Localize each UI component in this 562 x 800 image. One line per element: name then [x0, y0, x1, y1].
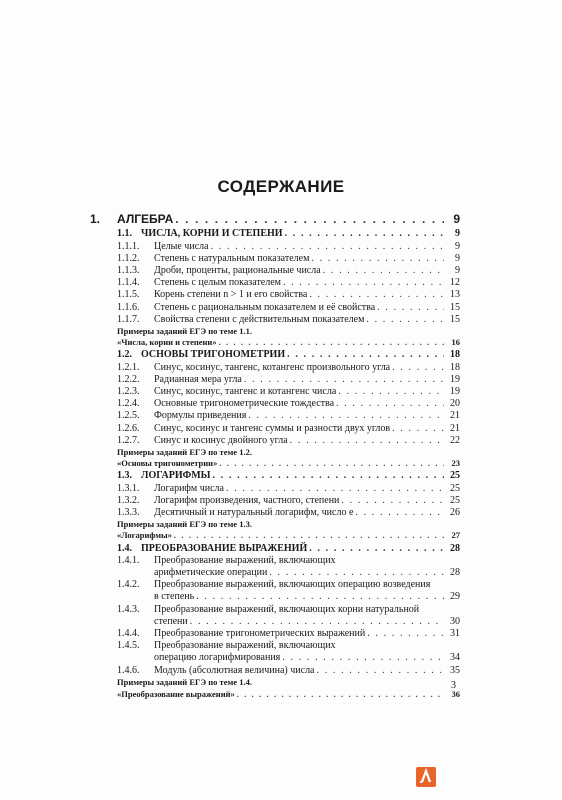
toc-entry-page: 21: [450, 410, 460, 422]
dot-leader: [367, 628, 444, 639]
dot-leader: [392, 423, 444, 434]
toc-entry-title: Дроби, проценты, рациональные числа: [154, 264, 321, 276]
dot-leader: [211, 241, 444, 252]
toc-entry-title: Преобразование выражений, включающих операцию возведения: [154, 579, 431, 591]
dot-leader: [237, 689, 444, 700]
toc-entry-number: 1.2.1.: [117, 361, 140, 373]
toc-entry: [90, 519, 460, 530]
toc-entry-page: 13: [450, 289, 460, 301]
toc-entry-title: Примеры заданий ЕГЭ по теме 1.2.: [117, 446, 252, 457]
toc-entry-number: 1.1.3.: [117, 264, 140, 276]
toc-entry-number: 1.4.1.: [117, 554, 140, 566]
toc-entry-page: 22: [450, 434, 460, 446]
toc-entry-page: 27: [451, 530, 460, 541]
toc-entry-title: Преобразование выражений, включающих: [154, 554, 336, 566]
toc-entry-title: Преобразование выражений, включающих корни натуральной: [154, 603, 420, 615]
toc-entry-page: 9: [453, 212, 460, 226]
dot-leader: [226, 483, 444, 494]
toc-entry-page: 20: [450, 398, 460, 410]
toc-entry-title: Синус и косинус двойного угла: [154, 434, 288, 446]
toc-entry-page: 19: [450, 385, 460, 397]
page-title: СОДЕРЖАНИЕ: [217, 177, 345, 196]
toc-entry-title: Формулы приведения: [154, 410, 247, 422]
toc-entry: [90, 289, 460, 300]
toc-entry-number: 1.4.: [117, 542, 132, 554]
toc-entry-title: Основные тригонометрические тождества: [154, 398, 335, 410]
toc-entry-number: 1.3.: [117, 470, 132, 482]
toc-entry-number: 1.2.2.: [117, 373, 140, 385]
toc-entry-number: 1.2.6.: [117, 422, 140, 434]
toc-entry-title: операцию логарифмирования: [154, 652, 281, 664]
toc-entry: [90, 555, 460, 566]
toc-entry-page: 9: [455, 252, 460, 264]
dot-leader: [287, 349, 444, 360]
dot-leader: [212, 470, 444, 481]
toc-entry-title: «Логарифмы»: [117, 530, 172, 541]
toc-entry-title: Десятичный и натуральный логарифм, число e: [154, 506, 354, 518]
toc-entry: [90, 530, 460, 541]
toc-entry-title: «Преобразование выражений»: [117, 688, 235, 699]
toc-entry-page: 25: [450, 470, 460, 482]
toc-entry-number: 1.1.4.: [117, 277, 140, 289]
toc-entry: [90, 326, 460, 337]
toc-entry-page: 9: [455, 227, 460, 239]
toc-entry-title: Степень с рациональным показателем и её свойства: [154, 301, 376, 313]
toc-entry-page: 15: [450, 301, 460, 313]
toc-entry-title: ПРЕОБРАЗОВАНИЕ ВЫРАЖЕНИЙ: [141, 542, 308, 554]
page-number: 3: [451, 680, 456, 691]
toc-entry-page: 18: [450, 361, 460, 373]
toc-entry: [90, 253, 460, 264]
toc-entry-title: «Основы тригонометрии»: [117, 458, 218, 469]
toc-entry-title: Модуль (абсолютная величина) числа: [154, 664, 315, 676]
dot-leader: [190, 616, 444, 627]
dot-leader: [309, 289, 444, 300]
toc-entry: [90, 591, 460, 602]
toc-entry-page: 18: [450, 349, 460, 361]
toc-entry-number: 1.1.6.: [117, 301, 140, 313]
toc-entry: [90, 458, 460, 469]
dot-leader: [219, 337, 444, 348]
toc-entry-title: Преобразование тригонометрических выражений: [154, 627, 366, 639]
dot-leader: [392, 362, 444, 373]
toc-entry-page: 12: [450, 277, 460, 289]
dot-leader: [282, 652, 444, 663]
toc-entry-number: 1.3.1.: [117, 482, 140, 494]
dot-leader: [219, 458, 444, 469]
toc-entry-title: Синус, косинус, тангенс и котангенс числа: [154, 385, 337, 397]
toc-entry-page: 31: [450, 627, 460, 639]
toc-entry-number: 1.: [90, 212, 101, 226]
toc-entry-number: 1.4.3.: [117, 603, 140, 615]
toc-entry-number: 1.2.3.: [117, 385, 140, 397]
dot-leader: [311, 253, 444, 264]
toc-entry: [90, 616, 460, 627]
dot-leader: [338, 386, 444, 397]
toc-entry: [90, 398, 460, 409]
toc-entry: [90, 579, 460, 590]
dot-leader: [309, 543, 444, 554]
toc-entry-page: 9: [455, 264, 460, 276]
toc-entry-page: 19: [450, 373, 460, 385]
toc-entry-page: 25: [450, 494, 460, 506]
toc-entry-number: 1.3.3.: [117, 506, 140, 518]
dot-leader: [285, 228, 444, 239]
dot-leader: [244, 374, 444, 385]
toc-entry: [90, 507, 460, 518]
toc-entry: [90, 665, 460, 676]
toc-entry: [90, 265, 460, 276]
dot-leader: [366, 314, 444, 325]
toc-entry: [90, 362, 460, 373]
toc-entry-number: 1.1.2.: [117, 252, 140, 264]
toc-entry-number: 1.3.2.: [117, 494, 140, 506]
dot-leader: [377, 302, 444, 313]
toc-entry: [90, 241, 460, 252]
toc-entry-page: 21: [450, 422, 460, 434]
dot-leader: [174, 530, 444, 541]
toc-entry: [90, 628, 460, 639]
toc-entry: [90, 386, 460, 397]
toc-entry-page: 23: [451, 458, 460, 469]
toc-entry-page: 34: [450, 652, 460, 664]
toc-entry: [90, 314, 460, 325]
toc-entry-page: 26: [450, 506, 460, 518]
toc-entry-title: «Числа, корни и степени»: [117, 337, 217, 348]
toc-entry: [90, 483, 460, 494]
toc-entry-number: 1.4.5.: [117, 640, 140, 652]
dot-leader: [175, 214, 444, 225]
toc-entry: [90, 495, 460, 506]
toc-entry-title: ОСНОВЫ ТРИГОНОМЕТРИИ: [141, 349, 286, 361]
toc-entry: [90, 640, 460, 651]
toc-entry-page: 30: [450, 615, 460, 627]
toc-entry-title: Примеры заданий ЕГЭ по теме 1.3.: [117, 519, 252, 530]
toc-entry: [90, 423, 460, 434]
toc-entry-number: 1.1.5.: [117, 289, 140, 301]
toc-entry-title: Свойства степени с действительным показателем: [154, 313, 365, 325]
toc-entry-number: 1.1.1.: [117, 240, 140, 252]
toc-entry: [90, 349, 460, 360]
toc-entry-number: 1.1.7.: [117, 313, 140, 325]
toc-entry: [90, 337, 460, 348]
dot-leader: [336, 398, 444, 409]
toc-entry-title: Степень с натуральным показателем: [154, 252, 310, 264]
toc-entry-number: 1.2.: [117, 349, 132, 361]
toc-entry-title: Логарифм числа: [154, 482, 224, 494]
publisher-logo-icon: [416, 767, 436, 787]
dot-leader: [317, 665, 445, 676]
dot-leader: [290, 435, 444, 446]
toc-entry-title: арифметические операции: [154, 566, 268, 578]
toc-entry-title: Логарифм произведения, частного, степени: [154, 494, 340, 506]
dot-leader: [248, 410, 444, 421]
toc-entry-number: 1.2.4.: [117, 398, 140, 410]
toc-entry-title: Радианная мера угла: [154, 373, 242, 385]
dot-leader: [196, 591, 444, 602]
toc-entry: [90, 435, 460, 446]
dot-leader: [283, 277, 444, 288]
toc-entry: [90, 567, 460, 578]
toc-entry-page: 16: [451, 337, 460, 348]
toc-entry-page: 36: [451, 688, 460, 699]
toc-entry-page: 28: [450, 566, 460, 578]
toc-entry-title: Синус, косинус, тангенс, котангенс произвольного угла: [154, 361, 391, 373]
toc-entry-number: 1.2.7.: [117, 434, 140, 446]
toc-entry-page: 25: [450, 482, 460, 494]
toc-entry: [90, 447, 460, 458]
toc-entry-title: Примеры заданий ЕГЭ по теме 1.4.: [117, 676, 252, 687]
dot-leader: [355, 507, 444, 518]
toc-entry-title: Корень степени n > 1 и его свойства: [154, 289, 308, 301]
toc-entry-title: Целые числа: [154, 240, 209, 252]
dot-leader: [323, 265, 444, 276]
toc-entry-number: 1.4.4.: [117, 627, 140, 639]
toc-entry: [90, 604, 460, 615]
toc-entry: [90, 214, 460, 225]
toc-entry-number: 1.2.5.: [117, 410, 140, 422]
toc-entry-page: 29: [450, 591, 460, 603]
toc-entry: [90, 689, 460, 700]
toc-entry: [90, 652, 460, 663]
toc-entry-title: Преобразование выражений, включающих: [154, 640, 336, 652]
dot-leader: [341, 495, 444, 506]
toc-entry: [90, 228, 460, 239]
toc-entry-title: Синус, косинус и тангенс суммы и разности двух углов: [154, 422, 391, 434]
toc-entry-page: 9: [455, 240, 460, 252]
toc-entry: [90, 410, 460, 421]
toc-entry-title: ЧИСЛА, КОРНИ И СТЕПЕНИ: [141, 227, 283, 239]
toc-entry: [90, 277, 460, 288]
toc-entry-title: Примеры заданий ЕГЭ по теме 1.1.: [117, 325, 252, 336]
toc-entry-page: 15: [450, 313, 460, 325]
toc-entry-page: 35: [450, 664, 460, 676]
toc-entry-number: 1.4.2.: [117, 579, 140, 591]
toc-entry: [90, 677, 460, 688]
toc-entry-number: 1.1.: [117, 227, 132, 239]
toc-entry-title: степени: [154, 615, 188, 627]
toc-entry: [90, 302, 460, 313]
toc-entry: [90, 374, 460, 385]
toc-entry-title: ЛОГАРИФМЫ: [141, 470, 211, 482]
toc-entry-page: 28: [450, 542, 460, 554]
toc-entry-number: 1.4.6.: [117, 664, 140, 676]
toc-entry: [90, 470, 460, 481]
dot-leader: [269, 567, 444, 578]
toc-entry-title: в степень: [154, 591, 195, 603]
toc-entry-title: Степень с целым показателем: [154, 277, 282, 289]
toc-entry: [90, 543, 460, 554]
toc-entry-title: АЛГЕБРА: [117, 212, 174, 226]
